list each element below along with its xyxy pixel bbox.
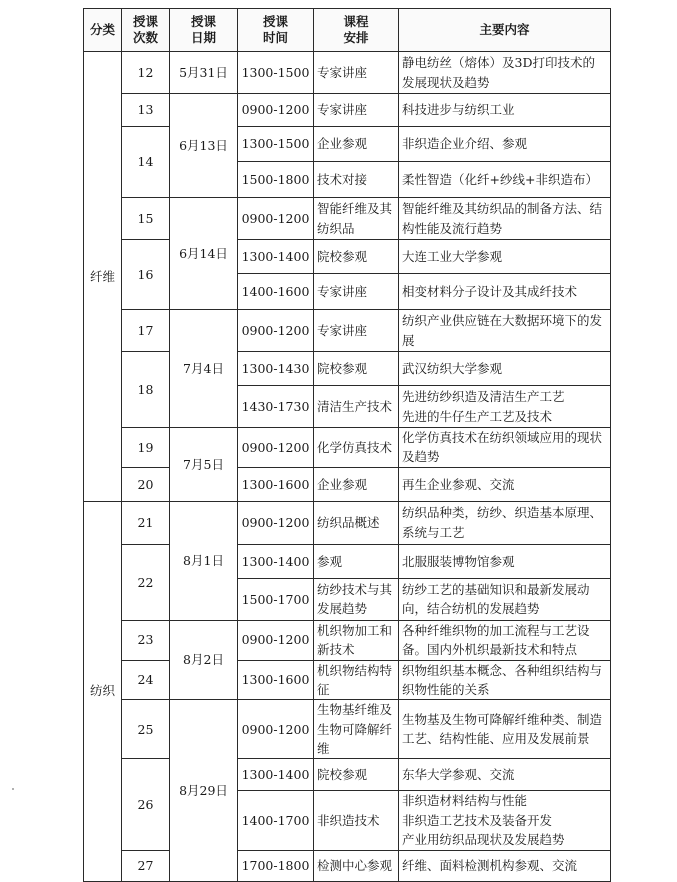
- table-row: [84, 467, 611, 501]
- content-cell: 各种纤维织物的加工流程与工艺设备。国内外机织最新技术和特点: [399, 620, 611, 660]
- content-cell: 纤维、面料检测机构参观、交流: [399, 850, 611, 881]
- arrangement-cell: 清洁生产技术: [314, 386, 399, 428]
- time-cell: 1300-1600: [238, 660, 314, 700]
- session-cell: 13: [122, 94, 170, 127]
- content-cell: 再生企业参观、交流: [399, 467, 611, 501]
- header-session-no: 授课 次数: [122, 9, 170, 52]
- table-row: [84, 850, 611, 881]
- header-content: 主要内容: [399, 9, 611, 52]
- time-cell: 0900-1200: [238, 620, 314, 660]
- session-cell: 23: [122, 620, 170, 660]
- table-row: [84, 501, 611, 544]
- time-cell: 1300-1600: [238, 467, 314, 501]
- content-cell: 静电纺丝（熔体）及3D打印技术的发展现状及趋势: [399, 52, 611, 94]
- content-cell: 织物组织基本概念、各种组织结构与织物性能的关系: [399, 660, 611, 700]
- time-cell: 0900-1200: [238, 700, 314, 759]
- content-cell: 纺织产业供应链在大数据环境下的发展: [399, 310, 611, 352]
- category-cell: 纤维: [84, 52, 122, 502]
- arrangement-cell: 专家讲座: [314, 52, 399, 94]
- session-cell: 14: [122, 127, 170, 198]
- session-cell: 18: [122, 352, 170, 428]
- session-cell: 15: [122, 198, 170, 240]
- session-cell: 26: [122, 759, 170, 850]
- table-row: [84, 94, 611, 127]
- table-row: [84, 240, 611, 274]
- date-cell: 8月1日: [170, 501, 238, 620]
- time-cell: 0900-1200: [238, 501, 314, 544]
- date-cell: 7月5日: [170, 428, 238, 502]
- session-cell: 27: [122, 850, 170, 881]
- table-row: [84, 759, 611, 791]
- session-cell: 24: [122, 660, 170, 700]
- content-cell: 柔性智造（化纤+纱线+非织造布）: [399, 162, 611, 198]
- arrangement-cell: 智能纤维及其纺织品: [314, 198, 399, 240]
- arrangement-cell: 技术对接: [314, 162, 399, 198]
- time-cell: 1400-1700: [238, 791, 314, 850]
- content-cell: 化学仿真技术在纺织领域应用的现状及趋势: [399, 428, 611, 468]
- arrangement-cell: 检测中心参观: [314, 850, 399, 881]
- time-cell: 1500-1700: [238, 578, 314, 620]
- table-row: [84, 198, 611, 240]
- session-cell: 25: [122, 700, 170, 759]
- date-cell: 5月31日: [170, 52, 238, 94]
- arrangement-cell: 非织造技术: [314, 791, 399, 850]
- header-time: 授课 时间: [238, 9, 314, 52]
- table-row: [84, 544, 611, 578]
- session-cell: 17: [122, 310, 170, 352]
- content-cell: 纺纱工艺的基础知识和最新发展动向，结合纺机的发展趋势: [399, 578, 611, 620]
- arrangement-cell: 纺纱技术与其发展趋势: [314, 578, 399, 620]
- table-row: [84, 660, 611, 700]
- time-cell: 1400-1600: [238, 274, 314, 310]
- scan-speck: [12, 788, 14, 790]
- time-cell: 0900-1200: [238, 310, 314, 352]
- header-row: [84, 9, 611, 52]
- header-category: 分类: [84, 9, 122, 52]
- time-cell: 1700-1800: [238, 850, 314, 881]
- arrangement-cell: 专家讲座: [314, 310, 399, 352]
- arrangement-cell: 机织物结构特征: [314, 660, 399, 700]
- arrangement-cell: 生物基纤维及生物可降解纤维: [314, 700, 399, 759]
- date-cell: 6月14日: [170, 198, 238, 310]
- content-cell: 非织造企业介绍、参观: [399, 127, 611, 162]
- table-row: [84, 127, 611, 162]
- arrangement-cell: 企业参观: [314, 127, 399, 162]
- session-cell: 20: [122, 467, 170, 501]
- session-cell: 21: [122, 501, 170, 544]
- content-cell: 北服服装博物馆参观: [399, 544, 611, 578]
- table-row: [84, 52, 611, 94]
- arrangement-cell: 纺织品概述: [314, 501, 399, 544]
- time-cell: 1430-1730: [238, 386, 314, 428]
- header-arrangement: 课程 安排: [314, 9, 399, 52]
- time-cell: 1300-1400: [238, 544, 314, 578]
- table-row: [84, 428, 611, 468]
- session-cell: 19: [122, 428, 170, 468]
- content-cell: 科技进步与纺织工业: [399, 94, 611, 127]
- content-cell: 大连工业大学参观: [399, 240, 611, 274]
- date-cell: 8月2日: [170, 620, 238, 700]
- arrangement-cell: 院校参观: [314, 240, 399, 274]
- content-cell: 东华大学参观、交流: [399, 759, 611, 791]
- session-cell: 22: [122, 544, 170, 620]
- date-cell: 6月13日: [170, 94, 238, 198]
- time-cell: 1500-1800: [238, 162, 314, 198]
- arrangement-cell: 机织物加工和新技术: [314, 620, 399, 660]
- arrangement-cell: 专家讲座: [314, 274, 399, 310]
- arrangement-cell: 专家讲座: [314, 94, 399, 127]
- time-cell: 1300-1500: [238, 127, 314, 162]
- arrangement-cell: 化学仿真技术: [314, 428, 399, 468]
- table-row: [84, 620, 611, 660]
- arrangement-cell: 院校参观: [314, 352, 399, 386]
- arrangement-cell: 院校参观: [314, 759, 399, 791]
- session-cell: 12: [122, 52, 170, 94]
- content-cell: 先进纺纱织造及清洁生产工艺 先进的牛仔生产工艺及技术: [399, 386, 611, 428]
- content-cell: 武汉纺织大学参观: [399, 352, 611, 386]
- content-cell: 智能纤维及其纺织品的制备方法、结构性能及流行趋势: [399, 198, 611, 240]
- date-cell: 8月29日: [170, 700, 238, 881]
- content-cell: 纺织品种类，纺纱、织造基本原理、系统与工艺: [399, 501, 611, 544]
- table-row: [84, 352, 611, 386]
- time-cell: 1300-1400: [238, 759, 314, 791]
- course-schedule-table: [83, 8, 611, 882]
- time-cell: 1300-1500: [238, 52, 314, 94]
- table-row: [84, 700, 611, 759]
- category-cell: 纺织: [84, 501, 122, 881]
- date-cell: 7月4日: [170, 310, 238, 428]
- session-cell: 16: [122, 240, 170, 310]
- table-row: [84, 310, 611, 352]
- time-cell: 1300-1400: [238, 240, 314, 274]
- time-cell: 1300-1430: [238, 352, 314, 386]
- time-cell: 0900-1200: [238, 428, 314, 468]
- arrangement-cell: 企业参观: [314, 467, 399, 501]
- content-cell: 非织造材料结构与性能 非织造工艺技术及装备开发 产业用纺织品现状及发展趋势: [399, 791, 611, 850]
- time-cell: 0900-1200: [238, 198, 314, 240]
- arrangement-cell: 参观: [314, 544, 399, 578]
- header-date: 授课 日期: [170, 9, 238, 52]
- time-cell: 0900-1200: [238, 94, 314, 127]
- content-cell: 相变材料分子设计及其成纤技术: [399, 274, 611, 310]
- content-cell: 生物基及生物可降解纤维种类、制造工艺、结构性能、应用及发展前景: [399, 700, 611, 759]
